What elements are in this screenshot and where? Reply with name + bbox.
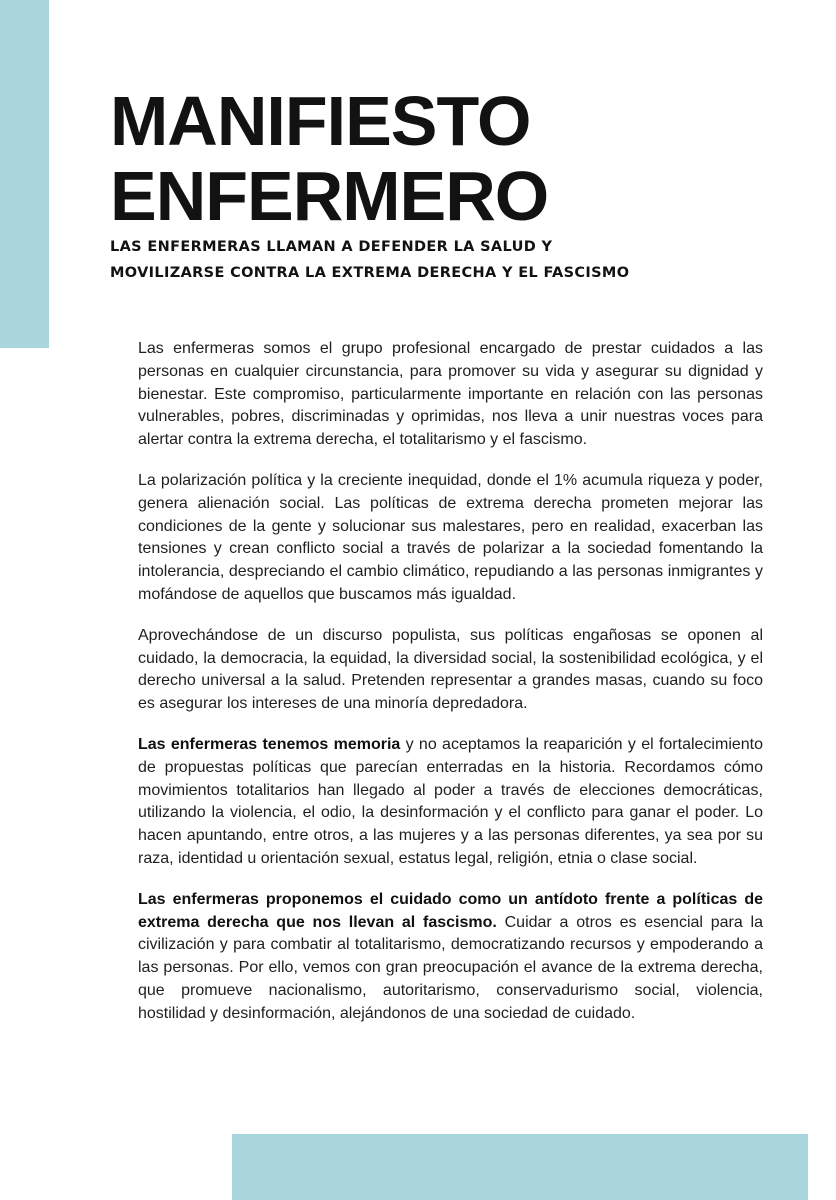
paragraph — [138, 470, 763, 607]
page-title — [110, 84, 548, 234]
paragraph-text: Aprovechándose de un discurso populista, sus políticas engañosas se oponen al cuidado, la democracia, la equidad, la diversidad social, la sostenibilidad ecológica, y el derecho universal a la salud. Pretenden representar a grandes masas, cuando su foco es asegurar los intereses de una minoría depredadora. — [138, 626, 763, 713]
decorative-accent-bar-top — [0, 0, 49, 348]
paragraph-text: La polarización política y la creciente inequidad, donde el 1% acumula riqueza y poder, genera alienación social. Las políticas de extrema derecha prometen mejorar las condiciones de la gente y solucionar sus malestares, pero en realidad, exacerban las tensiones y crean conflicto social a través de polarizar a la sociedad fomentando la intolerancia, despreciando el cambio climático, repudiando a las personas inmigrantes y mofándose de aquellos que buscamos más igualdad. — [138, 471, 763, 603]
subtitle-line: LAS ENFERMERAS LLAMAN A DEFENDER LA SALUD Y — [110, 239, 553, 255]
paragraph-text: Cuidar a otros es esencial para la civilización y para combatir al totalitarismo, democratizando recursos y empoderando a las personas. Por ello, vemos con gran preocupación el avance de la extrema derecha, que promueve nacionalismo, autoritarismo, conservadurismo social, violencia, hostilidad y desinformación, alejándonos de una sociedad de cuidado. — [138, 913, 763, 1022]
paragraph — [138, 338, 763, 452]
subtitle-line: MOVILIZARSE CONTRA LA EXTREMA DERECHA Y EL FASCISMO — [110, 265, 630, 281]
paragraph-bold-lead: Las enfermeras tenemos memoria — [138, 735, 401, 753]
paragraph-text: y no aceptamos la reaparición y el fortalecimiento de propuestas políticas que parecían enterradas en la historia. Recordamos cómo movimientos totalitarios han llegado al poder a través de elecciones democráticas, utilizando la violencia, el odio, la desinformación y el conflicto para ganar el poder. Lo hacen apuntando, entre otros, a las mujeres y a las personas diferentes, ya sea por su raza, identidad u orientación sexual, estatus legal, religión, etnia o clase social. — [138, 735, 764, 867]
paragraph — [138, 734, 763, 871]
page-subtitle — [110, 234, 629, 286]
decorative-accent-bar-bottom — [232, 1134, 808, 1200]
paragraph-bold-lead: Las enfermeras proponemos el cuidado como un antídoto frente a políticas de extrema derecha que nos llevan al fascismo. — [138, 890, 763, 931]
paragraph-text: Las enfermeras somos el grupo profesional encargado de prestar cuidados a las personas en cualquier circunstancia, para promover su vida y asegurar su dignidad y bienestar. Este compromiso, particularmente importante en relación con las personas vulnerables, pobres, discriminadas y oprimidas, nos lleva a unir nuestras voces para alertar contra la extrema derecha, el totalitarismo y el fascismo. — [138, 340, 763, 449]
paragraph — [138, 889, 763, 1026]
title-line: ENFERMERO — [110, 157, 549, 235]
title-line: MANIFIESTO — [110, 82, 531, 160]
manifesto-body — [138, 338, 763, 1044]
paragraph — [138, 625, 763, 716]
